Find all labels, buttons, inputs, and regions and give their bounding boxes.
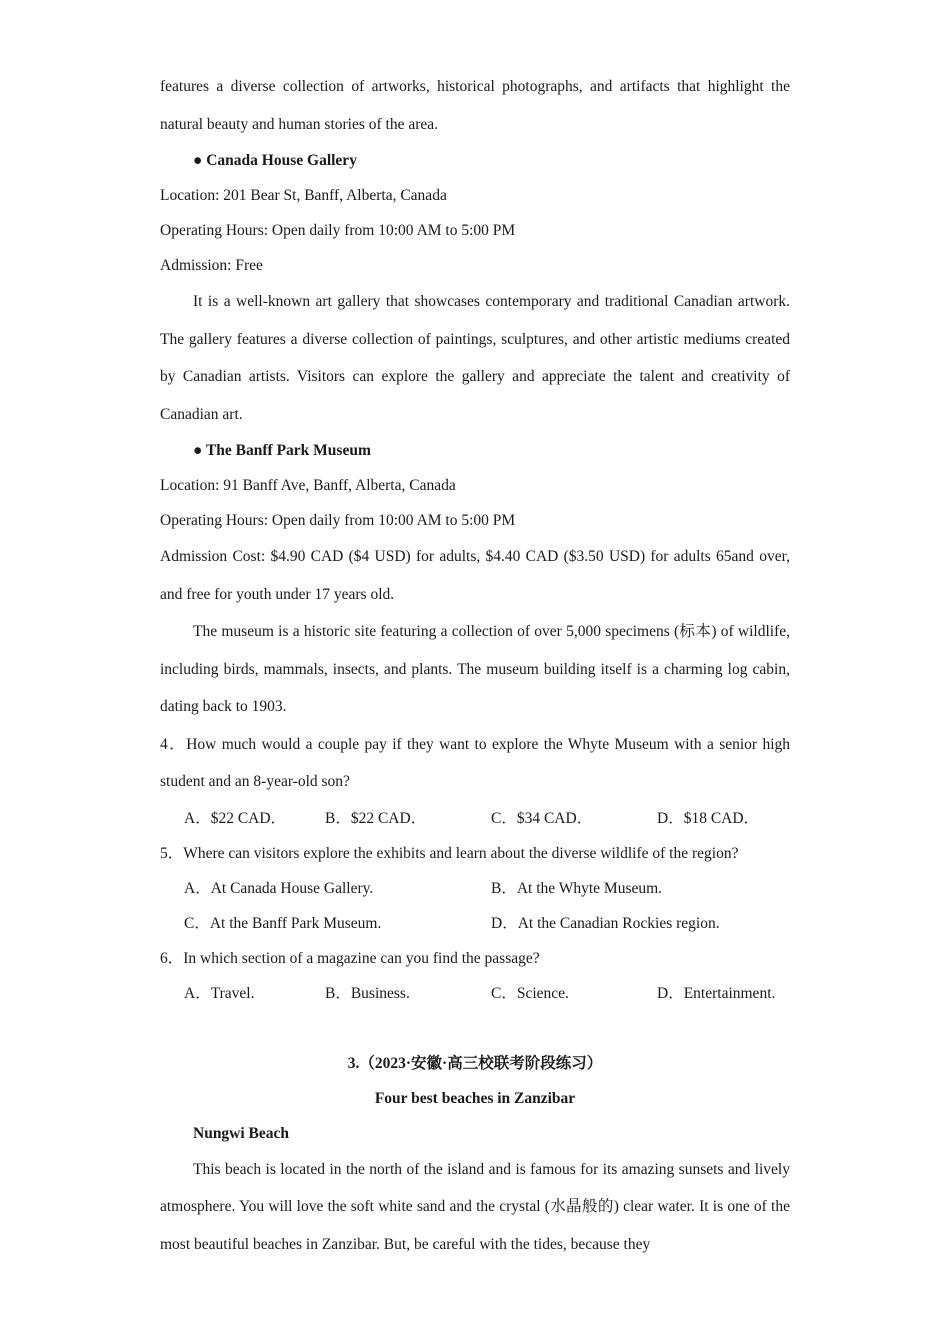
question-6-option-b[interactable]: B．Business. [325, 984, 410, 1002]
banff-park-description: The museum is a historic site featuring a collection of over 5,000 specimens (标本) of wildlife, including birds, mammals, insects, and plants. The museum building itself is a charming log cabin, dating back to 1903. [160, 623, 790, 715]
question-6-option-c[interactable]: C．Science. [491, 984, 569, 1002]
question-4-option-d[interactable]: D．$18 CAD． [657, 809, 760, 827]
question-5-options-row-2 [160, 906, 790, 941]
question-4-stem: 4．How much would a couple pay if they want to explore the Whyte Museum with a senior high student and an 8-year-old son? [160, 735, 790, 790]
canada-house-location: Location: 201 Bear St, Banff, Alberta, Canada [160, 187, 447, 204]
canada-house-hours: Operating Hours: Open daily from 10:00 AM to 5:00 PM [160, 222, 516, 239]
question-5-option-d[interactable]: D．At the Canadian Rockies region. [491, 914, 720, 932]
section-3-title: Four best beaches in Zanzibar [374, 1089, 576, 1107]
question-5-option-a[interactable]: A．At Canada House Gallery. [184, 879, 374, 897]
nungwi-beach-paragraph: This beach is located in the north of the island and is famous for its amazing sunsets and lively atmosphere. You will love the soft white sand and the crystal (水晶般的) clear water. It is one of the most beautiful beaches in Zanzibar. But, be careful with the tides, because they [160, 1160, 790, 1253]
question-6-option-a[interactable]: A．Travel. [184, 984, 255, 1002]
banff-park-heading: ● The Banff Park Museum [193, 442, 371, 459]
question-5-options-row-1 [160, 871, 790, 906]
question-4-option-b[interactable]: B．$22 CAD． [325, 809, 427, 827]
question-6-options [160, 976, 790, 1011]
question-5-option-c[interactable]: C．At the Banff Park Museum. [184, 914, 382, 932]
section-spacer [160, 1011, 790, 1046]
document-page [160, 68, 790, 1263]
banff-park-hours: Operating Hours: Open daily from 10:00 AM to 5:00 PM [160, 512, 516, 529]
question-6-option-d[interactable]: D．Entertainment. [657, 984, 776, 1002]
question-4-options [160, 801, 790, 836]
canada-house-admission: Admission: Free [160, 257, 263, 274]
question-4-option-c[interactable]: C．$34 CAD． [491, 809, 593, 827]
canada-house-description: It is a well-known art gallery that showcases contemporary and traditional Canadian artwork. The gallery features a diverse collection of paintings, sculptures, and other artistic mediums created by Canadian artists. Visitors can explore the gallery and appreciate the talent and creativity of Canadian art. [160, 293, 790, 423]
question-5-option-b[interactable]: B．At the Whyte Museum. [491, 879, 663, 897]
banff-park-location: Location: 91 Banff Ave, Banff, Alberta, Canada [160, 477, 456, 494]
section-3-source: 3.（2023·安徽·高三校联考阶段练习） [347, 1054, 603, 1072]
nungwi-beach-heading: Nungwi Beach [193, 1124, 290, 1142]
question-5-stem: 5．Where can visitors explore the exhibits and learn about the diverse wildlife of the region? [160, 844, 739, 862]
question-4-option-a[interactable]: A．$22 CAD． [184, 809, 287, 827]
intro-paragraph-tail: features a diverse collection of artworks, historical photographs, and artifacts that highlight the natural beauty and human stories of the area. [160, 78, 790, 133]
question-6-stem: 6．In which section of a magazine can you find the passage? [160, 949, 540, 967]
canada-house-heading: ● Canada House Gallery [193, 152, 357, 169]
banff-park-admission: Admission Cost: $4.90 CAD ($4 USD) for adults, $4.40 CAD ($3.50 USD) for adults 65and over, and free for youth under 17 years old. [160, 548, 790, 603]
